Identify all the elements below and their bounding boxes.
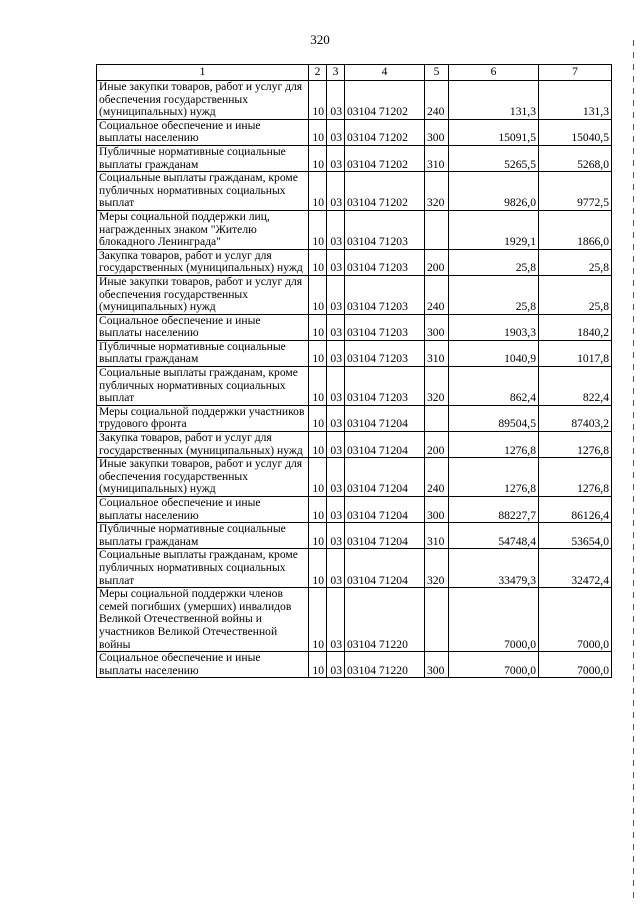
expense-type-cell: 320: [425, 367, 449, 406]
table-row: [97, 81, 612, 120]
expense-type-cell: [425, 588, 449, 652]
row-name-cell: Закупка товаров, работ и услуг для государственных (муниципальных) нужд: [97, 432, 309, 458]
amount-year-1-cell: 33479,3: [449, 549, 539, 588]
table-row: [97, 458, 612, 497]
budget-table: [96, 64, 612, 678]
expense-type-cell: 320: [425, 549, 449, 588]
amount-year-2-cell: 7000,0: [539, 652, 612, 678]
amount-year-1-cell: 1040,9: [449, 340, 539, 366]
amount-year-1-cell: 862,4: [449, 367, 539, 406]
section-code-cell: 10: [309, 275, 327, 314]
amount-year-1-cell: 54748,4: [449, 523, 539, 549]
table-row: [97, 432, 612, 458]
amount-year-1-cell: 88227,7: [449, 497, 539, 523]
amount-year-1-cell: 9826,0: [449, 172, 539, 211]
column-header: 4: [345, 65, 425, 81]
row-name-cell: Социальные выплаты гражданам, кроме публичных нормативных социальных выплат: [97, 549, 309, 588]
target-article-cell: 03104 71204: [345, 523, 425, 549]
subsection-code-cell: 03: [327, 367, 345, 406]
subsection-code-cell: 03: [327, 172, 345, 211]
target-article-cell: 03104 71202: [345, 172, 425, 211]
row-name-cell: Публичные нормативные социальные выплаты гражданам: [97, 523, 309, 549]
expense-type-cell: 310: [425, 340, 449, 366]
row-name-cell: Меры социальной поддержки членов семей погибших (умерших) инвалидов Великой Отечественной войны и участников Великой Отечественной войны: [97, 588, 309, 652]
section-code-cell: 10: [309, 119, 327, 145]
table-row: [97, 523, 612, 549]
row-name-cell: Социальные выплаты гражданам, кроме публичных нормативных социальных выплат: [97, 172, 309, 211]
amount-year-1-cell: 1276,8: [449, 432, 539, 458]
row-name-cell: Социальное обеспечение и иные выплаты населению: [97, 119, 309, 145]
expense-type-cell: 240: [425, 458, 449, 497]
table-row: [97, 210, 612, 249]
table-row: [97, 145, 612, 171]
header-row: [97, 65, 612, 81]
amount-year-1-cell: 1276,8: [449, 458, 539, 497]
subsection-code-cell: 03: [327, 275, 345, 314]
table-row: [97, 367, 612, 406]
subsection-code-cell: 03: [327, 145, 345, 171]
amount-year-1-cell: 5265,5: [449, 145, 539, 171]
target-article-cell: 03104 71204: [345, 458, 425, 497]
table-row: [97, 497, 612, 523]
expense-type-cell: 300: [425, 497, 449, 523]
amount-year-2-cell: 1276,8: [539, 432, 612, 458]
subsection-code-cell: 03: [327, 432, 345, 458]
row-name-cell: Закупка товаров, работ и услуг для государственных (муниципальных) нужд: [97, 249, 309, 275]
table-row: [97, 405, 612, 431]
target-article-cell: 03104 71203: [345, 275, 425, 314]
scan-edge-line: [633, 40, 634, 900]
amount-year-2-cell: 131,3: [539, 81, 612, 120]
subsection-code-cell: 03: [327, 523, 345, 549]
subsection-code-cell: 03: [327, 549, 345, 588]
target-article-cell: 03104 71204: [345, 432, 425, 458]
target-article-cell: 03104 71203: [345, 367, 425, 406]
amount-year-2-cell: 25,8: [539, 275, 612, 314]
column-header: 6: [449, 65, 539, 81]
expense-type-cell: 240: [425, 275, 449, 314]
amount-year-2-cell: 1840,2: [539, 314, 612, 340]
row-name-cell: Иные закупки товаров, работ и услуг для обеспечения государственных (муниципальных) нужд: [97, 81, 309, 120]
section-code-cell: 10: [309, 549, 327, 588]
table-row: [97, 275, 612, 314]
section-code-cell: 10: [309, 172, 327, 211]
amount-year-1-cell: 25,8: [449, 249, 539, 275]
amount-year-2-cell: 822,4: [539, 367, 612, 406]
column-header: 1: [97, 65, 309, 81]
target-article-cell: 03104 71203: [345, 340, 425, 366]
target-article-cell: 03104 71203: [345, 314, 425, 340]
subsection-code-cell: 03: [327, 119, 345, 145]
column-header: 7: [539, 65, 612, 81]
amount-year-1-cell: 89504,5: [449, 405, 539, 431]
column-header: 3: [327, 65, 345, 81]
table-row: [97, 249, 612, 275]
target-article-cell: 03104 71204: [345, 497, 425, 523]
amount-year-2-cell: 1276,8: [539, 458, 612, 497]
subsection-code-cell: 03: [327, 652, 345, 678]
section-code-cell: 10: [309, 81, 327, 120]
section-code-cell: 10: [309, 145, 327, 171]
section-code-cell: 10: [309, 432, 327, 458]
target-article-cell: 03104 71202: [345, 119, 425, 145]
expense-type-cell: 300: [425, 119, 449, 145]
amount-year-2-cell: 5268,0: [539, 145, 612, 171]
section-code-cell: 10: [309, 314, 327, 340]
table-row: [97, 172, 612, 211]
subsection-code-cell: 03: [327, 340, 345, 366]
table-row: [97, 652, 612, 678]
row-name-cell: Публичные нормативные социальные выплаты гражданам: [97, 145, 309, 171]
expense-type-cell: 240: [425, 81, 449, 120]
target-article-cell: 03104 71220: [345, 652, 425, 678]
section-code-cell: 10: [309, 367, 327, 406]
subsection-code-cell: 03: [327, 458, 345, 497]
expense-type-cell: 310: [425, 145, 449, 171]
amount-year-2-cell: 1866,0: [539, 210, 612, 249]
amount-year-2-cell: 32472,4: [539, 549, 612, 588]
table-row: [97, 340, 612, 366]
column-header: 2: [309, 65, 327, 81]
subsection-code-cell: 03: [327, 497, 345, 523]
expense-type-cell: 300: [425, 314, 449, 340]
expense-type-cell: 200: [425, 432, 449, 458]
subsection-code-cell: 03: [327, 405, 345, 431]
amount-year-2-cell: 25,8: [539, 249, 612, 275]
amount-year-1-cell: 7000,0: [449, 652, 539, 678]
amount-year-1-cell: 15091,5: [449, 119, 539, 145]
amount-year-2-cell: 86126,4: [539, 497, 612, 523]
row-name-cell: Иные закупки товаров, работ и услуг для обеспечения государственных (муниципальных) нужд: [97, 458, 309, 497]
target-article-cell: 03104 71202: [345, 145, 425, 171]
section-code-cell: 10: [309, 497, 327, 523]
amount-year-2-cell: 53654,0: [539, 523, 612, 549]
section-code-cell: 10: [309, 405, 327, 431]
table-row: [97, 314, 612, 340]
target-article-cell: 03104 71203: [345, 249, 425, 275]
table-row: [97, 588, 612, 652]
target-article-cell: 03104 71203: [345, 210, 425, 249]
expense-type-cell: 320: [425, 172, 449, 211]
amount-year-2-cell: 87403,2: [539, 405, 612, 431]
expense-type-cell: [425, 210, 449, 249]
row-name-cell: Меры социальной поддержки лиц, награжденных знаком "Жителю блокадного Ленинграда": [97, 210, 309, 249]
expense-type-cell: 310: [425, 523, 449, 549]
table-row: [97, 549, 612, 588]
subsection-code-cell: 03: [327, 314, 345, 340]
expense-type-cell: 300: [425, 652, 449, 678]
amount-year-1-cell: 131,3: [449, 81, 539, 120]
section-code-cell: 10: [309, 458, 327, 497]
amount-year-2-cell: 9772,5: [539, 172, 612, 211]
row-name-cell: Социальное обеспечение и иные выплаты населению: [97, 652, 309, 678]
amount-year-1-cell: 7000,0: [449, 588, 539, 652]
section-code-cell: 10: [309, 652, 327, 678]
target-article-cell: 03104 71204: [345, 549, 425, 588]
amount-year-1-cell: 1929,1: [449, 210, 539, 249]
subsection-code-cell: 03: [327, 249, 345, 275]
subsection-code-cell: 03: [327, 81, 345, 120]
amount-year-2-cell: 15040,5: [539, 119, 612, 145]
expense-type-cell: 200: [425, 249, 449, 275]
section-code-cell: 10: [309, 210, 327, 249]
page-number: 320: [310, 32, 330, 47]
target-article-cell: 03104 71204: [345, 405, 425, 431]
target-article-cell: 03104 71220: [345, 588, 425, 652]
expense-type-cell: [425, 405, 449, 431]
subsection-code-cell: 03: [327, 588, 345, 652]
section-code-cell: 10: [309, 523, 327, 549]
target-article-cell: 03104 71202: [345, 81, 425, 120]
column-header: 5: [425, 65, 449, 81]
row-name-cell: Социальные выплаты гражданам, кроме публичных нормативных социальных выплат: [97, 367, 309, 406]
row-name-cell: Публичные нормативные социальные выплаты гражданам: [97, 340, 309, 366]
amount-year-1-cell: 1903,3: [449, 314, 539, 340]
amount-year-2-cell: 1017,8: [539, 340, 612, 366]
subsection-code-cell: 03: [327, 210, 345, 249]
section-code-cell: 10: [309, 249, 327, 275]
row-name-cell: Социальное обеспечение и иные выплаты населению: [97, 314, 309, 340]
amount-year-2-cell: 7000,0: [539, 588, 612, 652]
table-row: [97, 119, 612, 145]
row-name-cell: Меры социальной поддержки участников трудового фронта: [97, 405, 309, 431]
section-code-cell: 10: [309, 340, 327, 366]
section-code-cell: 10: [309, 588, 327, 652]
row-name-cell: Социальное обеспечение и иные выплаты населению: [97, 497, 309, 523]
row-name-cell: Иные закупки товаров, работ и услуг для обеспечения государственных (муниципальных) нужд: [97, 275, 309, 314]
amount-year-1-cell: 25,8: [449, 275, 539, 314]
